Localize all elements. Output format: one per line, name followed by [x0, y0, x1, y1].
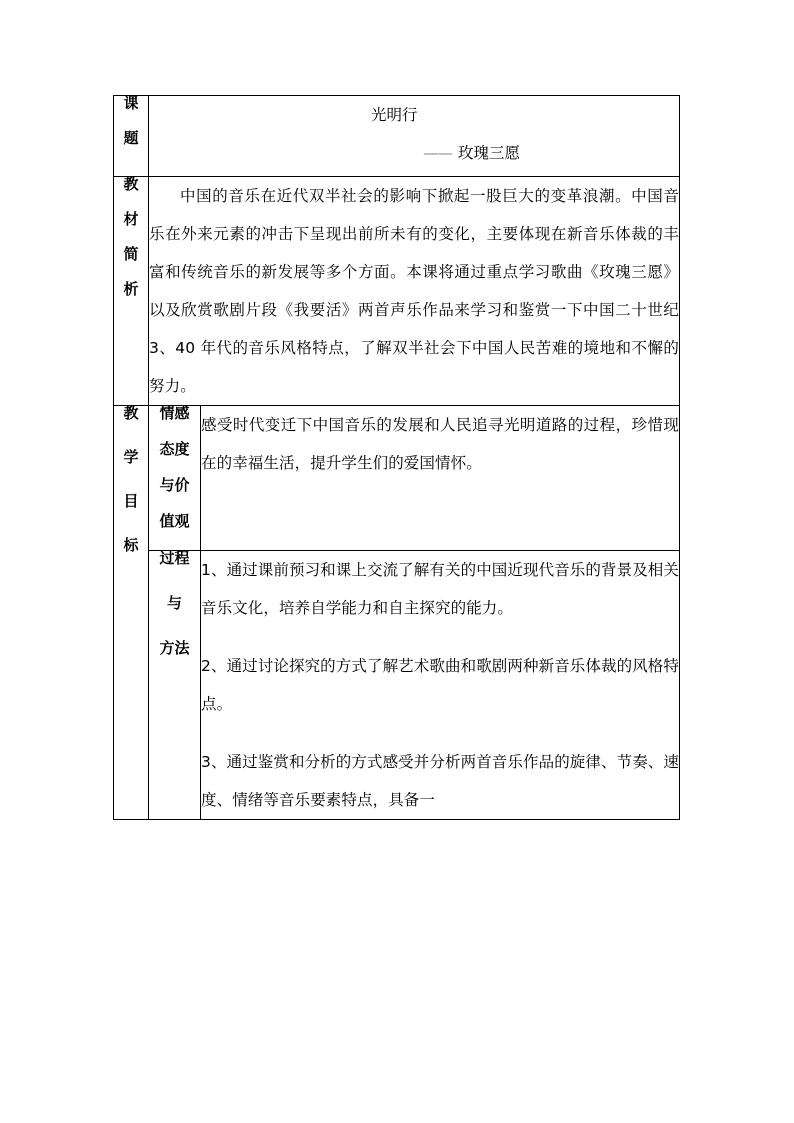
- sublabel-char: 过程: [159, 549, 190, 567]
- label-char: 目: [123, 492, 139, 510]
- em-dash-icon: ——: [423, 144, 452, 162]
- material-analysis-paragraph: 中国的音乐在近代双半社会的影响下掀起一股巨大的变革浪潮。中国音乐在外来元素的冲击下呈现出前所未有的变化，主要体现在新音乐体裁的丰富和传统音乐的新发展等多个方面。本课将通过重点学习歌曲《玫瑰三愿》以及欣赏歌剧片段《我要活》两首声乐作品来学习和鉴赏一下中国二十世纪 3、40 年代的音乐风格特点，了解双半社会下中国人民苦难的境地和不懈的努力。: [149, 187, 680, 395]
- sublabel-char: 与价: [159, 476, 190, 494]
- label-char: 题: [123, 129, 139, 147]
- label-char: 析: [123, 280, 139, 298]
- goal-attitude-paragraph: 感受时代变迁下中国音乐的发展和人民追寻光明道路的过程，珍惜现在的幸福生活，提升学生们的爱国情怀。: [201, 416, 680, 472]
- table-row-goal-attitude: [114, 406, 680, 551]
- table-row-material-analysis: [114, 177, 680, 406]
- topic-title-main: 光明行: [371, 106, 418, 124]
- table-row-goal-process: [114, 551, 680, 820]
- material-analysis-text-cell: [149, 177, 680, 406]
- sublabel-char: 方法: [159, 639, 190, 657]
- goal-process-item: 1、通过课前预习和课上交流了解有关的中国近现代音乐的背景及相关音乐文化，培养自学能力和自主探究的能力。: [201, 561, 680, 617]
- sublabel-char: 情感: [159, 404, 190, 422]
- topic-title-sub-line: [149, 134, 679, 172]
- goal-process-text-cell: [201, 551, 680, 820]
- sublabel-char: 态度: [159, 440, 190, 458]
- sublabel-emotion-attitude-values: [149, 406, 201, 551]
- label-char: 课: [123, 94, 139, 112]
- row-label-teaching-goals: [114, 406, 149, 820]
- paragraph-spacer: [201, 627, 679, 647]
- label-char: 简: [123, 245, 139, 263]
- label-char: 教: [123, 404, 139, 422]
- label-char: 标: [123, 536, 139, 554]
- paragraph-spacer: [201, 723, 679, 743]
- goal-process-item: 3、通过鉴赏和分析的方式感受并分析两首音乐作品的旋律、节奏、速度、情绪等音乐要素特点，具备一: [201, 753, 680, 809]
- topic-title-sub: 玫瑰三愿: [458, 144, 521, 162]
- sublabel-char: 值观: [159, 512, 190, 530]
- label-char: 材: [123, 210, 139, 228]
- sublabel-process-method: [149, 551, 201, 820]
- label-char: 学: [123, 448, 139, 466]
- row-label-topic: [114, 96, 149, 177]
- label-char: 教: [123, 175, 139, 193]
- row-label-material-analysis: [114, 177, 149, 406]
- table-row-topic: [114, 96, 680, 177]
- sublabel-char: 与: [166, 594, 182, 612]
- goal-attitude-text-cell: [201, 406, 680, 551]
- lesson-plan-table: [113, 95, 680, 820]
- topic-title-cell: [149, 96, 680, 177]
- goal-process-item: 2、通过讨论探究的方式了解艺术歌曲和歌剧两种新音乐体裁的风格特点。: [201, 657, 680, 713]
